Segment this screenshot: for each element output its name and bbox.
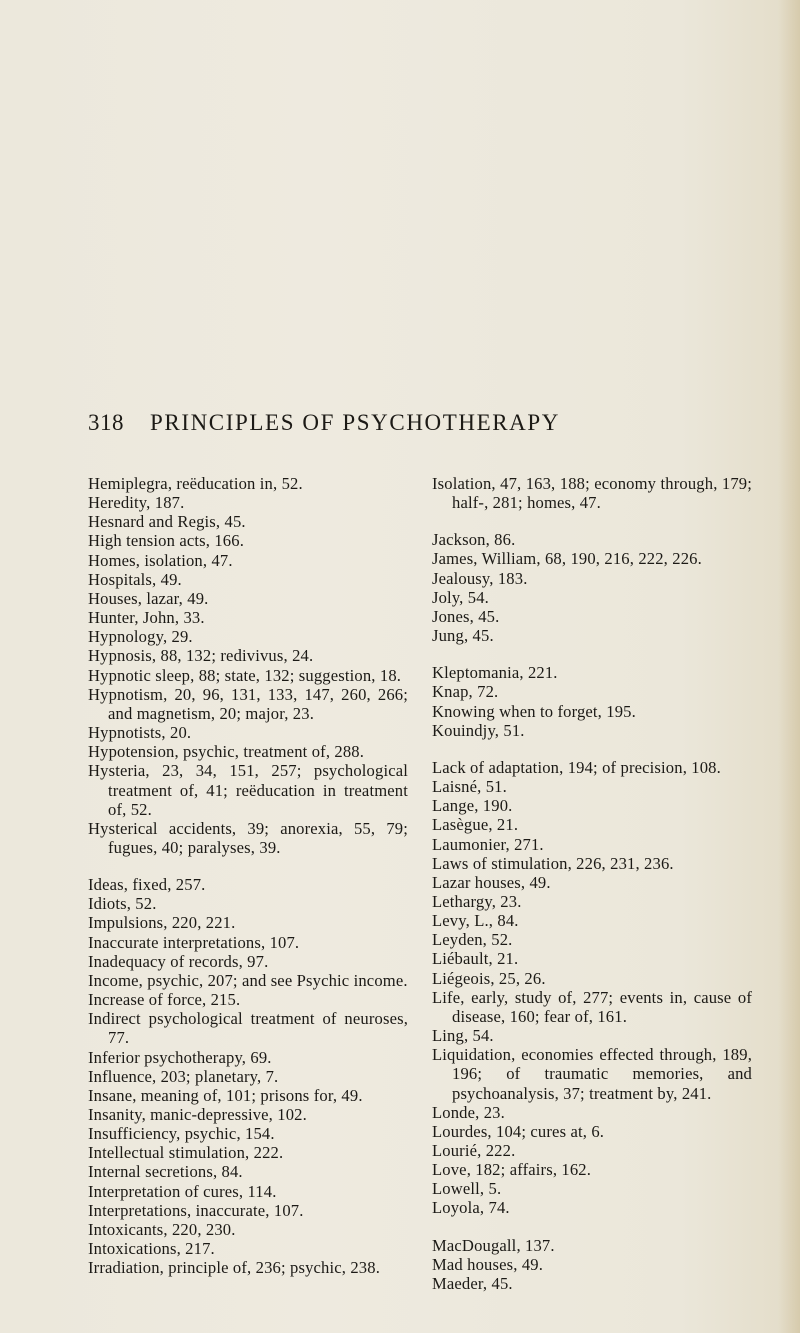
index-entry: Laws of stimulation, 226, 231, 236. <box>432 853 674 873</box>
index-entry: Knowing when to forget, 195. <box>432 701 636 721</box>
index-entry: Jealousy, 183. <box>432 568 528 588</box>
index-entry: Isolation, 47, 163, 188; economy through, 179; half-, 281; homes, 47. <box>432 474 752 513</box>
index-entry: Jackson, 86. <box>432 530 516 550</box>
index-entry: Hemiplegra, reëducation in, 52. <box>88 474 303 493</box>
index-entry: Hysteria, 23, 34, 151, 257; psychological treatment of, 41; reëducation in treatment of, 52. <box>88 761 408 819</box>
index-entry: High tension acts, 166. <box>88 531 245 551</box>
index-entry: Liquidation, economies effected through, 189, 196; of traumatic memories, and psychoanalysis, 37; treatment by, 241. <box>432 1045 752 1103</box>
section-gap <box>432 1218 752 1236</box>
index-entry: Mad houses, 49. <box>432 1254 544 1274</box>
index-entry: Hospitals, 49. <box>88 569 182 589</box>
index-entry: Houses, lazar, 49. <box>88 588 209 608</box>
index-entry: Joly, 54. <box>432 587 489 607</box>
index-entry: Insufficiency, psychic, 154. <box>88 1124 275 1144</box>
index-entry: Love, 182; affairs, 162. <box>432 1160 592 1180</box>
index-entry: Lange, 190. <box>432 796 513 816</box>
index-entry: Jones, 45. <box>432 606 500 626</box>
index-entry: Hysterical accidents, 39; anorexia, 55, 79; fugues, 40; paralyses, 39. <box>88 818 408 857</box>
index-entry: Londe, 23. <box>432 1102 505 1122</box>
index-entry: Inaccurate interpretations, 107. <box>88 932 300 952</box>
index-entry: Income, psychic, 207; and see Psychic income. <box>88 970 408 990</box>
index-entry: Leyden, 52. <box>432 930 513 950</box>
index-entry: Insane, meaning of, 101; prisons for, 49. <box>88 1085 363 1105</box>
index-entry: Heredity, 187. <box>88 493 185 513</box>
index-entry: Loyola, 74. <box>432 1198 510 1218</box>
index-entry: Lowell, 5. <box>432 1179 502 1199</box>
page-number: 318 <box>88 410 124 435</box>
index-entry: Hypnotists, 20. <box>88 723 192 743</box>
index-entry: Intoxicants, 220, 230. <box>88 1219 236 1239</box>
index-entry: Laisné, 51. <box>432 777 507 797</box>
index-entry: Hesnard and Regis, 45. <box>88 512 246 532</box>
index-entry: Kleptomania, 221. <box>432 663 558 683</box>
index-entry: Interpretation of cures, 114. <box>88 1181 277 1201</box>
index-entry: Intoxications, 217. <box>88 1239 215 1259</box>
index-column-left <box>88 474 408 1277</box>
index-entry: Interpretations, inaccurate, 107. <box>88 1200 304 1220</box>
index-entry: Hypnotic sleep, 88; state, 132; suggestion, 18. <box>88 665 402 685</box>
index-entry: Homes, isolation, 47. <box>88 550 233 570</box>
index-entry: Lack of adaptation, 194; of precision, 108. <box>432 757 721 777</box>
index-entry: Irradiation, principle of, 236; psychic, 238. <box>88 1258 380 1278</box>
index-entry: Lourdes, 104; cures at, 6. <box>432 1121 605 1141</box>
index-entry: Hypnosis, 88, 132; redivivus, 24. <box>88 646 314 666</box>
index-entry: Inferior psychotherapy, 69. <box>88 1047 272 1067</box>
index-entry: Jung, 45. <box>432 626 494 646</box>
index-entry: Influence, 203; planetary, 7. <box>88 1066 279 1086</box>
index-entry: Liégeois, 25, 26. <box>432 968 546 988</box>
index-entry: Laumonier, 271. <box>432 834 544 854</box>
index-entry: Liébault, 21. <box>432 949 519 969</box>
index-entry: Hunter, John, 33. <box>88 608 205 628</box>
index-entry: Ling, 54. <box>432 1026 494 1046</box>
index-column-right <box>432 474 752 1293</box>
running-title: PRINCIPLES OF PSYCHOTHERAPY <box>150 410 560 435</box>
index-entry: Hypotension, psychic, treatment of, 288. <box>88 742 365 762</box>
index-entry: Levy, L., 84. <box>432 911 519 931</box>
index-entry: Impulsions, 220, 221. <box>88 913 236 933</box>
index-entry: Maeder, 45. <box>432 1273 513 1293</box>
section-gap <box>432 512 752 530</box>
section-gap <box>432 740 752 758</box>
index-entry: Lasègue, 21. <box>432 815 519 835</box>
index-entry: Hypnology, 29. <box>88 627 193 647</box>
section-gap <box>432 645 752 663</box>
index-entry: Idiots, 52. <box>88 894 157 914</box>
index-entry: Insanity, manic-depressive, 102. <box>88 1105 307 1124</box>
page-edge-shading <box>778 0 800 1333</box>
index-entry: Inadequacy of records, 97. <box>88 951 269 971</box>
index-entry: Increase of force, 215. <box>88 990 241 1010</box>
index-entry: Intellectual stimulation, 222. <box>88 1143 284 1163</box>
index-entry: Lethargy, 23. <box>432 891 522 911</box>
section-gap <box>88 857 408 875</box>
index-entry: Hypnotism, 20, 96, 131, 133, 147, 260, 266; and magnetism, 20; major, 23. <box>88 684 408 723</box>
page-header <box>88 410 688 450</box>
index-entry: Lourié, 222. <box>432 1141 516 1160</box>
index-entry: Ideas, fixed, 257. <box>88 875 206 895</box>
index-entry: Lazar houses, 49. <box>432 872 551 892</box>
index-entry: Kouindjy, 51. <box>432 720 525 740</box>
index-entry: MacDougall, 137. <box>432 1235 555 1255</box>
index-entry: Life, early, study of, 277; events in, cause of disease, 160; fear of, 161. <box>432 987 752 1026</box>
index-entry: Knap, 72. <box>432 682 499 702</box>
index-entry: Indirect psychological treatment of neuroses, 77. <box>88 1009 408 1048</box>
index-entry: Internal secretions, 84. <box>88 1162 243 1182</box>
index-entry: James, William, 68, 190, 216, 222, 226. <box>432 549 702 569</box>
